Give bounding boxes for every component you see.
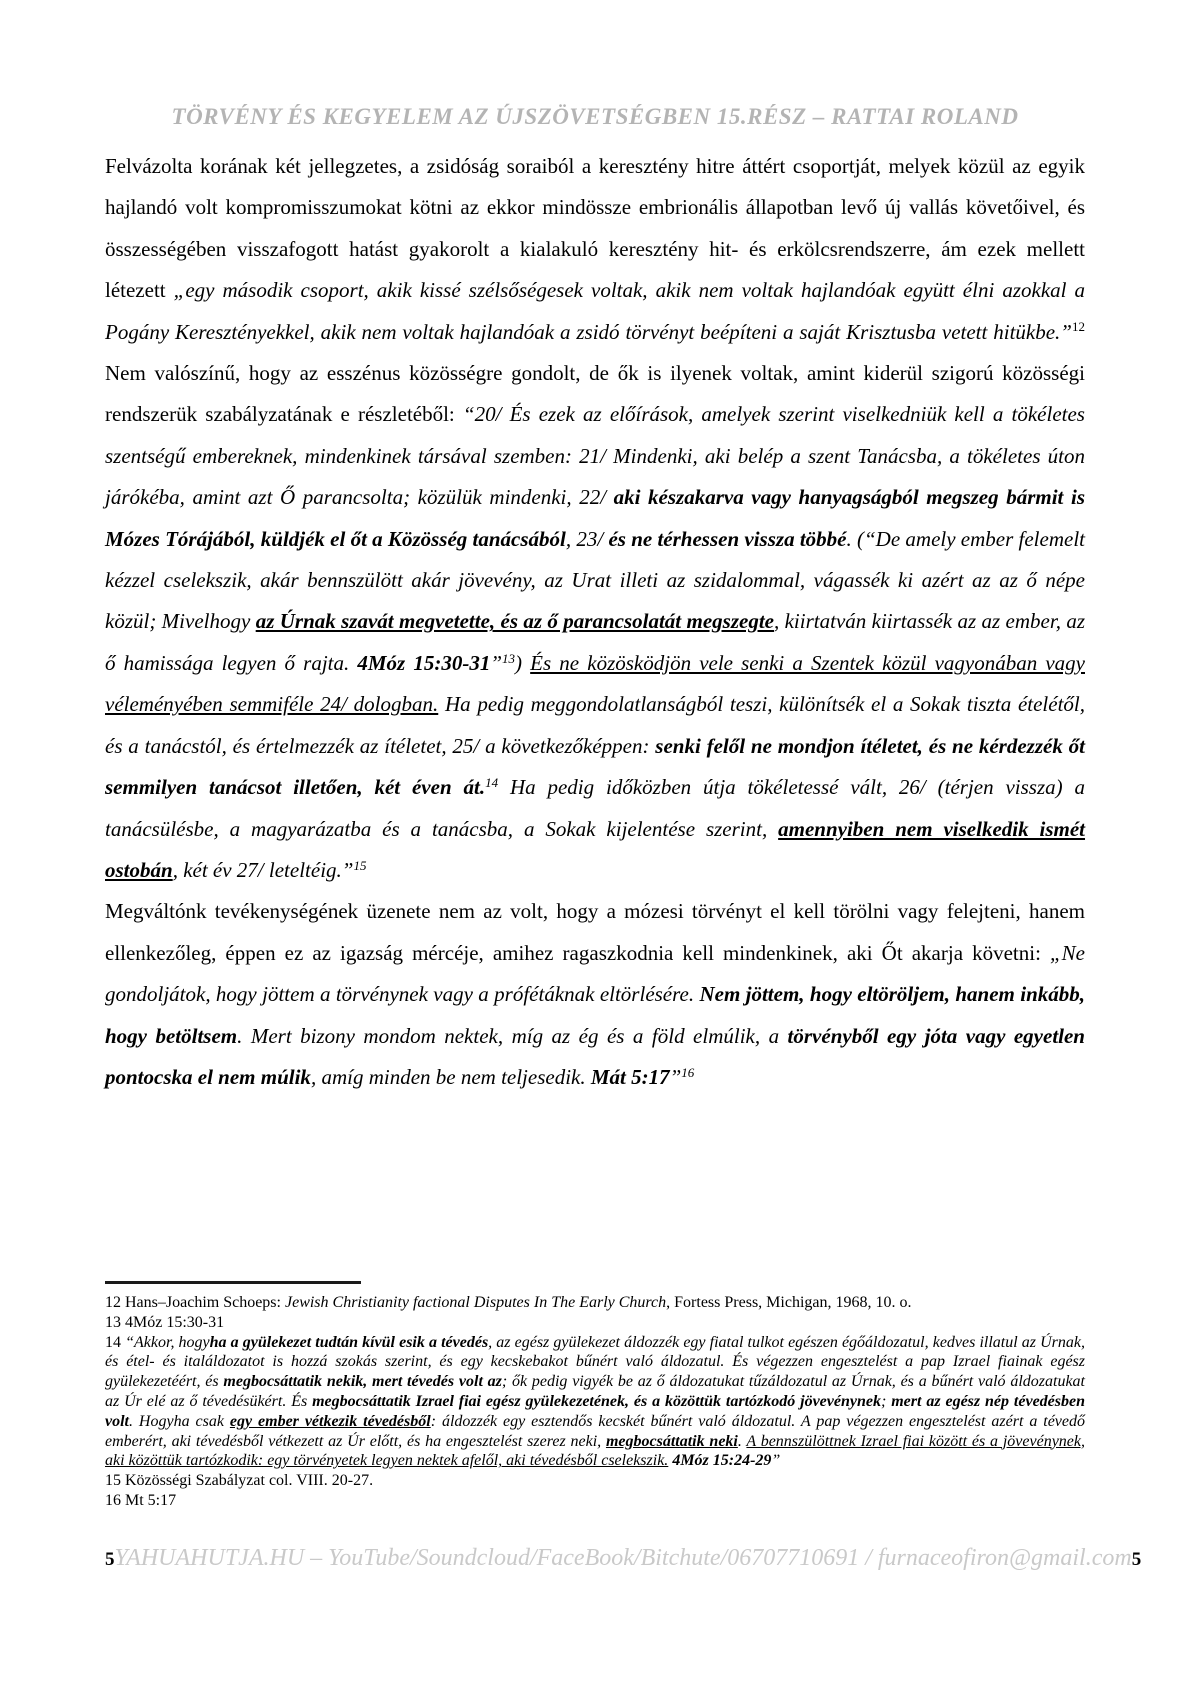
text-run: 12 [1071,319,1085,335]
text-run: ” [669,1064,682,1089]
text-run: Ha pedig meggondolatlanságból teszi, különítsék el a Sokak tiszta ételétől, és a tanácstól, és értelmezzék az ítéletet, 25/ a következőképpen: [105,692,1085,758]
text-run: : áldozzék egy esztendős kecskét bűnért való áldozatul. A pap végezzen engesztelést azért a tévedő emberért, aki tévedésből vétkezett az Úr előtt, és ha engesztelést szerez neki, [105,1412,1086,1450]
body-paragraph-2 [105,891,1085,1098]
text-run: , az egész gyülekezet áldozzék egy fiatal tulkot egészen égőáldozatul, kedves illatul az Úrnak, és étel- és italáldozatot is hozzá szokás szerint, és egy kecskebakot bűnért való áldozatul. És végezzen engesztelést a pap Izrael fiainak egész gyülekezetéért, és [105,1333,1086,1391]
text-run: Nem valószínű, hogy az esszénus közösségre gondolt, de ők is ilyenek voltak, amint kiderül szigorú közösségi rendszerük szabályzatának e részletéből: [105,361,1085,427]
text-run: . [737,1432,747,1450]
text-run: megbocsáttatik Izrael fiai egész gyülekezetének, és a közöttük tartózkodó jövevénynek [312,1392,881,1410]
text-run: Megváltónk tevékenységének üzenete nem az volt, hogy a mózesi törvényt el kell törölni vagy felejteni, hanem ellenkezőleg, éppen ez az igazság mércéje, amihez ragaszkodnia kell mindenkinek, aki Őt akarja követni: [105,899,1085,965]
text-run: „Ne gondoljátok, hogy jöttem a törvénynek vagy a prófétáknak eltörlésére. [105,940,1085,1007]
text-run: aki készakarva vagy hanyagságból megszeg bármit is Mózes Tórájából, küldjék el őt a Közösség tanácsából [105,485,1085,551]
footnote-separator-rule [105,1281,361,1284]
text-run: Ha pedig időközben útja tökéletessé vált, 26/ (térjen vissza) a tanácsülésbe, a magyarázatba és a tanácsba, a Sokak kijelentése szerint, [105,775,1085,841]
text-run: , Fortess Press, Michigan, 1968, 10. o. [666,1294,912,1311]
text-run: és ne térhessen vissza többé [608,526,847,551]
text-run: ha a gyülekezet tudtán kívül esik a tévedés [209,1333,489,1351]
text-run: 16 [681,1064,695,1080]
text-run: „egy második csoport, akik kissé szélsőségesek voltak, akik nem voltak hajlandóak együtt élni azokkal a Pogány Keresztényekkel, akik nem voltak hajlandóak a zsidó törvényt beépíteni a saját Krisztusba vetett hitükbe.” [105,278,1085,344]
text-run: . (“De amely ember felemelt kézzel cselekszik, akár bennszülött akár jövevény, az Urat illeti az szidalommal, vágassék ki azért az az ő népe közül; Mivelhogy [105,526,1085,634]
body-paragraph-1 [105,146,1085,891]
page-footer [105,1545,1142,1572]
text-run: az Úrnak szavát megvetette, és az ő parancsolatát megszegte [255,609,774,634]
text-run: “Akkor, hogy [125,1333,210,1351]
text-run: , 23/ [565,526,609,551]
text-run: 13 4Móz 15:30-31 [105,1313,225,1331]
text-run: 15 [353,857,367,873]
footnote-16 [105,1491,1085,1511]
text-run: törvényből egy jóta vagy egyetlen pontocska el nem múlik [105,1023,1085,1089]
footnote-13 [105,1313,1085,1333]
text-run: 14 [485,774,499,790]
text-run: , amíg minden be nem teljesedik. [310,1064,591,1089]
text-run: megbocsáttatik nekik, mert tévedés volt az [223,1373,502,1391]
text-run: egy ember vétkezik tévedésből [229,1412,431,1430]
text-run: 14 [105,1333,126,1351]
footnote-12 [105,1293,1085,1313]
text-run: , kiirtatván kiirtassék az az ember, az ő hamissága legyen ő rajta. [105,609,1086,675]
text-run: 4Móz 15:24-29 [672,1452,772,1470]
text-run: senki felől ne mondjon ítéletet, és ne kérdezzék őt semmilyen tanácsot illetően, két éven át. [105,733,1085,800]
text-run: mert az egész nép tévedésben volt [105,1392,1085,1430]
text-run: 4Móz 15:30-31 [357,650,491,675]
text-run: ” [771,1452,781,1470]
page-header-title: TÖRVÉNY ÉS KEGYELEM AZ ÚJSZÖVETSÉGBEN 15.RÉSZ – RATTAI ROLAND [171,104,1019,129]
page-number-right: 5 [1131,1549,1142,1570]
text-run: 13 [502,650,516,666]
text-run: . Hogyha csak [129,1412,230,1430]
text-run: amennyiben nem viselkedik ismét ostobán [105,816,1086,882]
text-run: ” [490,650,503,675]
footer-watermark: YAHUAHUTJA.HU – YouTube/Soundcloud/FaceBook/Bitchute/06707710691 / furnaceofiron@gmail.com [114,1545,1132,1571]
text-run: “20/ És ezek az előírások, amelyek szerint viselkedniük kell a tökéletes szentségű embereknek, mindenkinek társával szemben: 21/ Mindenki, aki belép a szent Tanácsba, a tökéletes úton járókéba, amint azt Ő parancsolta; közülük mindenki, 22/ [105,402,1085,510]
document-body [105,146,1085,1098]
text-run: ; [881,1392,892,1410]
text-run: Felvázolta korának két jellegzetes, a zsidóság soraiból a keresztény hitre áttért csoportját, melyek közül az egyik hajlandó volt kompromisszumokat kötni az ekkor mindössze embrionális állapotban levő új vallás követőivel, és összességében visszafogott hatást gyakorolt a kialakuló keresztény hit- és erkölcsrendszerre, ám ezek mellett létezett [105,154,1085,303]
text-run: A bennszülöttnek Izrael fiai között és a jövevénynek, aki közöttük tartózkodik: egy törvényetek legyen nektek afelől, aki tévedésből cselekszik. [105,1432,1086,1470]
text-run: , két év 27/ leteltéig.” [172,857,354,882]
page-number-left: 5 [105,1549,115,1570]
text-run: megbocsáttatik neki [605,1432,738,1450]
text-run: És ne közösködjön vele senki a Szentek közül vagyonában vagy véleményében semmiféle 24/ dologban. [105,650,1085,717]
footnote-14 [105,1333,1085,1472]
text-run: 16 Mt 5:17 [105,1491,177,1509]
text-run: . Mert bizony mondom nektek, míg az ég és a föld elmúlik, a [237,1023,788,1048]
text-run: ) [515,650,531,675]
text-run: ; ők pedig vigyék be az ő áldozatukat tűzáldozatul az Úrnak, és a bűnért való áldozatukat az Úr elé az ő tévedésükért. És [105,1373,1086,1410]
footnote-15 [105,1471,1085,1491]
text-run: Mát 5:17 [590,1064,670,1089]
page-header [105,104,1085,130]
text-run: Jewish Christianity factional Disputes In The Early Church [284,1294,667,1311]
text-run: 12 Hans–Joachim Schoeps: [105,1294,285,1311]
text-run: Nem jöttem, hogy eltöröljem, hanem inkább, hogy betöltsem [105,982,1085,1048]
footnotes-section [105,1281,1085,1511]
text-run: 15 Közösségi Szabályzat col. VIII. 20-27. [105,1472,374,1490]
